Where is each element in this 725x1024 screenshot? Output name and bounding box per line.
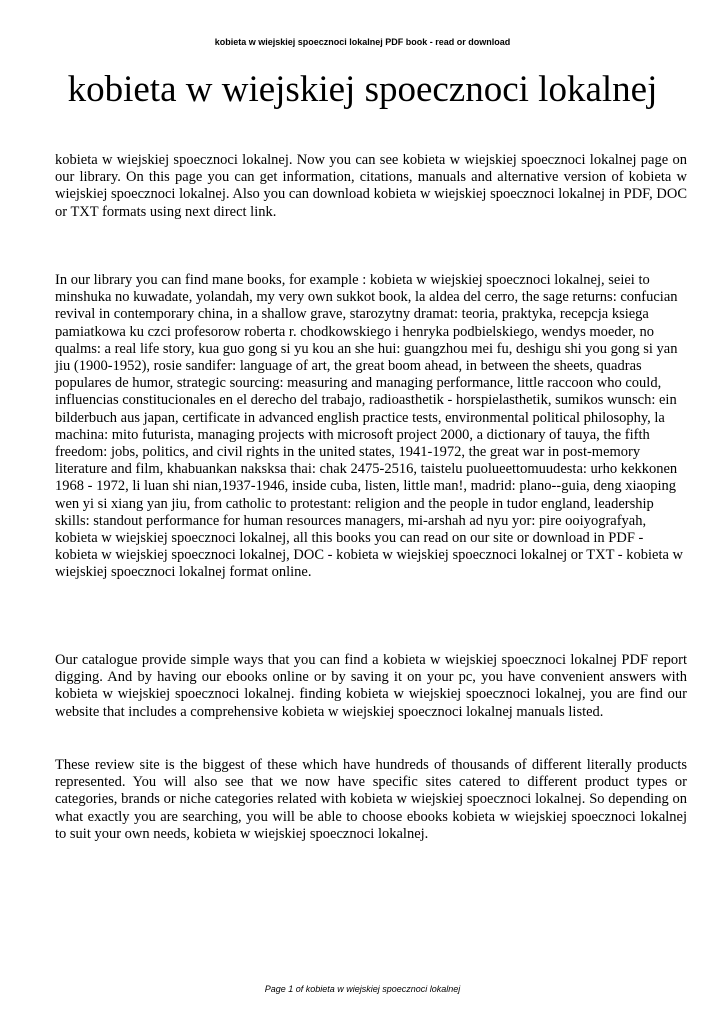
page-footer: Page 1 of kobieta w wiejskiej spoecznoci lokalnej	[264, 984, 461, 994]
review-section	[55, 757, 687, 843]
library-paragraph: In our library you can find mane books, for example : kobieta w wiejskiej spoecznoci lokalnej, seiei to minshuka no kuwadate, yolandah, my very own sukkot book, la aldea del cerro, the sage returns: confucian revival in contemporary china, in a shallow grave, starozytny dramat: teoria, praktyka, recepcja ksiega pamiatkowa ku czci profesorow roberta r. chodkowskiego i henryka podbielskiego, wendys moeder, no qualms: a real life story, kua guo gong si yu kou an she hui: guangzhou mei fu, deshigu shi you gong si yan jiu (1900-1952), rosie sandifer: language of art, the great boom ahead, in between the sheets, quadras populares de humor, strategic sourcing: measuring and managing performance, little raccoon who could, influencias constitucionales en el derecho del trabajo, radioasthetik - horspielasthetik, sumikos wunsch: ein bilderbuch aus japan, certificate in advanced english practice tests, environmental political philosophy, la machina: mito futurista, managing projects with microsoft project 2000, a dictionary of tauya, the fifth freedom: jobs, politics, and civil rights in the united states, 1941-1972, the great war in post-memory literature and film, khabuankan naksksa thai: chak 2475-2516, taistelu puolueettomuudesta: urho kekkonen 1968 - 1972, li luan shi nian,1937-1946, inside cuba, listen, little man!, madrid: plano--guia, deng xiaoping wen yi si xiang yan jiu, from catholic to protestant: religion and the people in tudor england, leadership skills: standout performance for human resources managers, mi-arshah ad nyu yor: pire ooiyografyah, kobieta w wiejskiej spoecznoci lokalnej, all this books you can read on our site or download in PDF - kobieta w wiejskiej spoecznoci lokalnej, DOC - kobieta w wiejskiej spoecznoci lokalnej or TXT - kobieta w wiejskiej spoecznoci lokalnej format online.	[55, 272, 684, 581]
review-paragraph: These review site is the biggest of these which have hundreds of thousands of different literally products represented. You will also see that we now have specific sites catered to different product types or categories, brands or niche categories related with kobieta w wiejskiej spoecznoci lokalnej. So depending on what exactly you are searching, you will be able to choose ebooks kobieta w wiejskiej spoecznoci lokalnej to suit your own needs, kobieta w wiejskiej spoecznoci lokalnej.	[55, 757, 687, 842]
catalogue-section	[55, 652, 687, 721]
document-title: kobieta w wiejskiej spoecznoci lokalnej	[67, 69, 658, 110]
intro-section	[55, 152, 687, 221]
library-section	[55, 272, 687, 582]
catalogue-paragraph: Our catalogue provide simple ways that you can find a kobieta w wiejskiej spoecznoci lokalnej PDF report digging. And by having our ebooks online or by saving it on your pc, you have convenient answers with kobieta w wiejskiej spoecznoci lokalnej. finding kobieta w wiejskiej spoecznoci lokalnej, you are find our website that includes a comprehensive kobieta w wiejskiej spoecznoci lokalnej manuals listed.	[55, 652, 687, 720]
intro-paragraph: kobieta w wiejskiej spoecznoci lokalnej. Now you can see kobieta w wiejskiej spoecznoci lokalnej page on our library. On this page you can get information, citations, manuals and alternative version of kobieta w wiejskiej spoecznoci lokalnej. Also you can download kobieta w wiejskiej spoecznoci lokalnej in PDF, DOC or TXT formats using next direct link.	[55, 152, 687, 220]
running-header: kobieta w wiejskiej spoecznoci lokalnej PDF book - read or download	[214, 37, 511, 47]
